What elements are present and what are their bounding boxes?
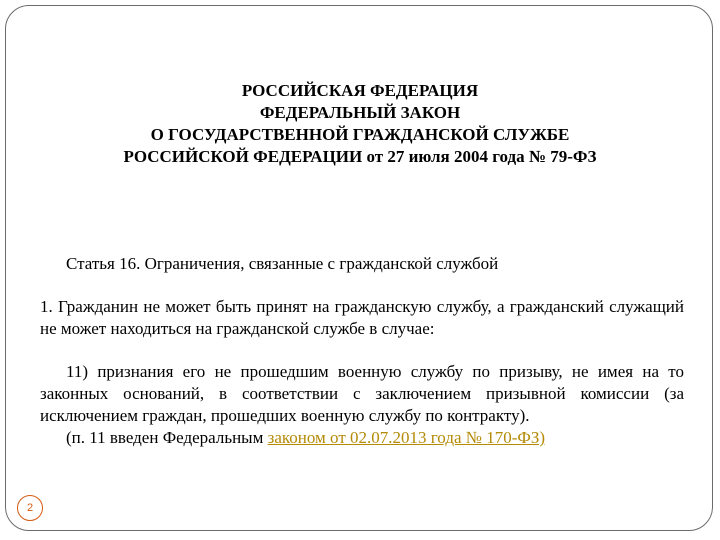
paragraph-1: 1. Гражданин не может быть принят на гражданскую службу, а гражданский служащий не может находиться на гражданской службе в случае: [40, 297, 684, 338]
amendment-note [40, 427, 684, 449]
title-law-subject: О ГОСУДАРСТВЕННОЙ ГРАЖДАНСКОЙ СЛУЖБЕ [150, 125, 570, 144]
article-heading: Статья 16. Ограничения, связанные с гражданской службой [66, 254, 499, 273]
title-country: РОССИЙСКАЯ ФЕДЕРАЦИЯ [241, 81, 479, 100]
page-number-badge: 2 [17, 495, 43, 521]
document-title [0, 80, 720, 168]
title-law-date-number: РОССИЙСКОЙ ФЕДЕРАЦИИ от 27 июля 2004 года № 79-ФЗ [123, 147, 597, 166]
title-law-type: ФЕДЕРАЛЬНЫЙ ЗАКОН [259, 103, 461, 122]
paragraph-item-11: 11) признания его не прошедшим военную службу по призыву, не имея на то законных оснований, в соответствии с заключением призывной комиссии (за исключением граждан, прошедших военную службу по контракту). [40, 362, 684, 425]
amendment-note-text: (п. 11 введен Федеральным [66, 428, 268, 447]
law-link[interactable]: законом от 02.07.2013 года № 170-ФЗ) [267, 428, 545, 447]
